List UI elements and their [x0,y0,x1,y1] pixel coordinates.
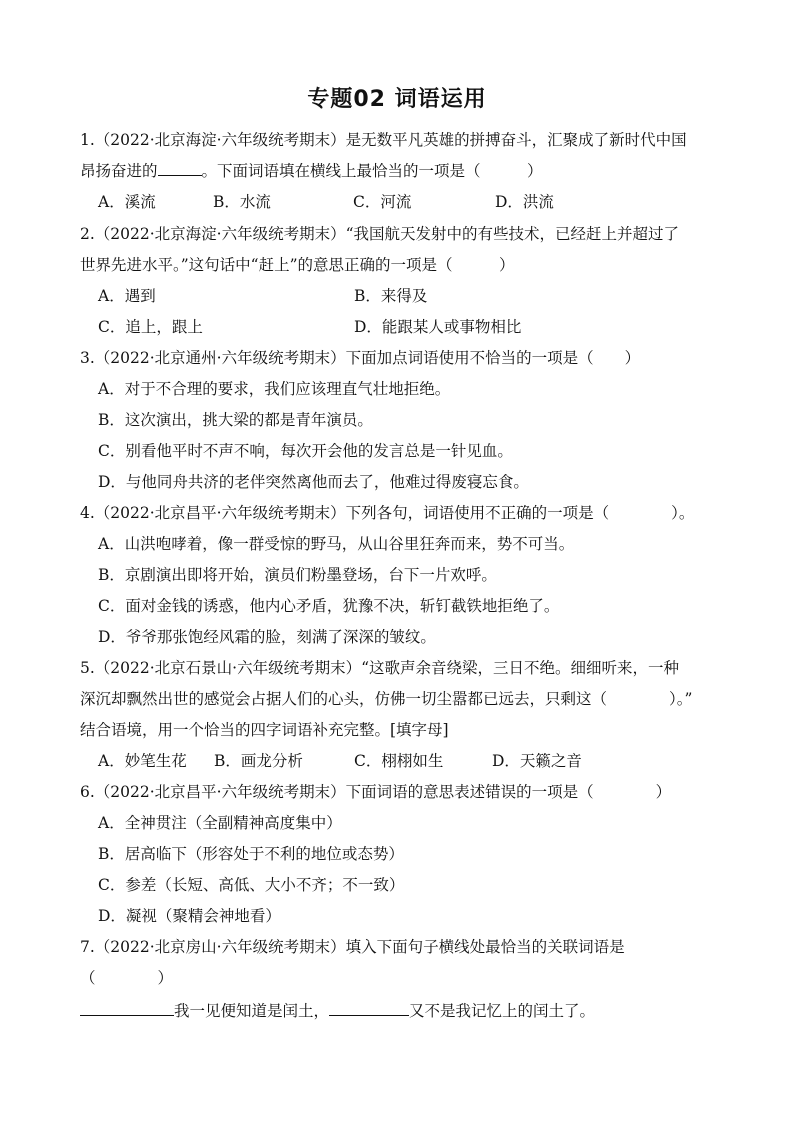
question-1-line-1: 1.（2022·北京海淀·六年级统考期末）是无数平凡英雄的拼搏奋斗，汇聚成了新时代中国 [80,131,687,149]
option-a: A．遇到 [98,287,156,305]
question-2-line-1: 2.（2022·北京海淀·六年级统考期末）“我国航天发射中的有些技术，已经赶上并超过了 [80,225,680,243]
option-c: C．追上，跟上 [98,318,203,336]
option-c: C．河流 [353,193,412,211]
question-1-options [98,190,554,212]
option-a: A．对于不合理的要求，我们应该理直气壮地拒绝。 [98,380,451,398]
question-7-answer-paren: （ ） [80,969,174,987]
question-5-line-2: 深沉却飘然出世的感觉会占据人们的心头，仿佛一切尘嚣都已远去，只剩这（ ）。” [80,690,693,708]
question-1-text-a: 昂扬奋进的 [80,162,158,180]
option-c: C．面对金钱的诱惑，他内心矛盾，犹豫不决，斩钉截铁地拒绝了。 [98,597,560,615]
option-b: B．水流 [213,193,271,211]
option-b: B．京剧演出即将开始，演员们粉墨登场，台下一片欢呼。 [98,566,497,584]
question-1-text-b: 。下面词语填在横线上最恰当的一项是（ ） [201,162,543,180]
question-5-line-1: 5.（2022·北京石景山·六年级统考期末）“这歌声余音绕梁，三日不绝。细细听来，一种 [80,659,680,677]
question-4-line-1: 4.（2022·北京昌平·六年级统考期末）下列各句，词语使用不正确的一项是（ ）。 [80,504,695,522]
option-d: D．与他同舟共济的老伴突然离他而去了，他难过得废寝忘食。 [98,473,529,491]
question-5-line-3: 结合语境，用一个恰当的四字词语补充完整。[填字母] [80,721,449,739]
question-2-line-2: 世界先进水平。”这句话中“赶上”的意思正确的一项是（ ） [80,256,515,274]
option-d: D．能跟某人或事物相比 [354,318,522,336]
question-5-options [98,749,582,771]
option-b: B．画龙分析 [214,752,303,770]
option-b: B．居高临下（形容处于不利的地位或态势） [98,845,404,863]
question-6-line-1: 6.（2022·北京昌平·六年级统考期末）下面词语的意思表述错误的一项是（ ） [80,783,672,801]
option-a: A．山洪咆哮着，像一群受惊的野马，从山谷里狂奔而来，势不可当。 [98,535,575,553]
answer-blank [329,1001,409,1016]
option-b: B．来得及 [354,287,428,305]
option-c: C．参差（长短、高低、大小不齐；不一致） [98,876,405,894]
question-3-line-1: 3.（2022·北京通州·六年级统考期末）下面加点词语使用不恰当的一项是（ ） [80,349,641,367]
option-d: D．洪流 [495,193,554,211]
question-2-options-row-2 [98,315,521,337]
question-7-text-a: 我一见便知道是闰土， [174,1002,330,1020]
option-a: A．溪流 [98,193,156,211]
answer-blank [158,161,202,176]
option-c: C．栩栩如生 [354,752,444,770]
option-c: C．别看他平时不声不响，每次开会他的发言总是一针见血。 [98,442,513,460]
question-7-text-b: 又不是我记忆上的闰土了。 [409,1002,596,1020]
option-d: D．凝视（聚精会神地看） [98,907,281,925]
question-7-sentence [80,999,595,1021]
answer-blank [80,1001,174,1016]
option-b: B．这次演出，挑大梁的都是青年演员。 [98,411,373,429]
option-d: D．天籁之音 [492,752,582,770]
option-a: A．妙笔生花 [98,752,187,770]
question-7-line-1: 7.（2022·北京房山·六年级统考期末）填入下面句子横线处最恰当的关联词语是 [80,938,625,956]
page-title: 专题02 词语运用 [307,87,487,112]
option-a: A．全神贯注（全副精神高度集中） [98,814,342,832]
option-d: D．爷爷那张饱经风霜的脸，刻满了深深的皱纹。 [98,628,436,646]
question-1-line-2 [80,159,543,181]
question-2-options-row-1 [98,284,427,306]
